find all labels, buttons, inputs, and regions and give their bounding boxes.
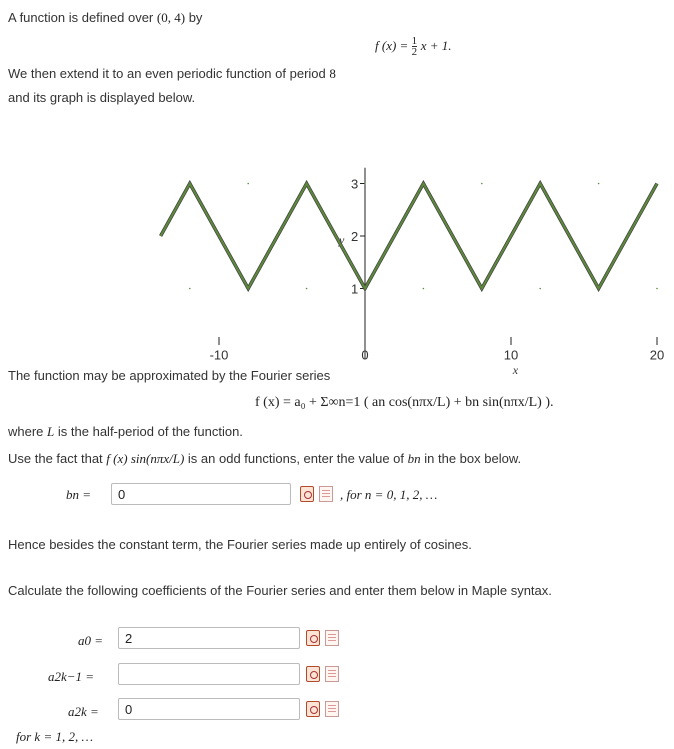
frac-den: 2 bbox=[411, 46, 418, 58]
data-point bbox=[189, 288, 191, 290]
series-line bbox=[161, 183, 658, 290]
data-point bbox=[656, 288, 658, 290]
fx-lhs: f (x) = bbox=[375, 37, 412, 53]
document-icon[interactable] bbox=[325, 701, 339, 717]
preview-icon[interactable] bbox=[306, 666, 320, 682]
preview-icon[interactable] bbox=[306, 630, 320, 646]
data-point bbox=[539, 288, 541, 290]
fourier-formula: f (x) = a₀ + Σ∞n=1 ( an cos(nπx/L) + bn sin(nπx/L) ). bbox=[255, 395, 554, 410]
series-outline bbox=[161, 184, 657, 289]
a2k-minus-1-label: a2k−1 = bbox=[48, 669, 95, 684]
bn-range: , for n = 0, 1, 2, … bbox=[340, 487, 438, 502]
preview-icon[interactable] bbox=[306, 701, 320, 717]
calculate-text: Calculate the following coefficients of the Fourier series and enter them below in Maple syntax. bbox=[8, 583, 552, 598]
use-expr: f (x) sin(nπx/L) bbox=[106, 451, 185, 466]
extend-line: We then extend it to an even periodic function of period bbox=[8, 66, 326, 81]
data-point bbox=[247, 183, 249, 185]
interval: (0, 4) bbox=[156, 10, 186, 25]
a2k-label: a2k = bbox=[68, 704, 99, 719]
period: 8 bbox=[329, 66, 336, 81]
where-L: L bbox=[47, 424, 55, 439]
y-axis-label: y bbox=[339, 232, 345, 247]
use-fact-text bbox=[8, 451, 521, 467]
document-icon[interactable] bbox=[325, 630, 339, 646]
use-suffix: is an odd functions, enter the value of bbox=[187, 451, 405, 466]
extend-line2: and its graph is displayed below. bbox=[8, 90, 196, 105]
a0-label: a0 = bbox=[78, 633, 104, 648]
extend-text bbox=[8, 66, 336, 82]
hence-text: Hence besides the constant term, the Fourier series made up entirely of cosines. bbox=[8, 537, 472, 552]
data-point bbox=[598, 183, 600, 185]
where-suffix: is the half-period of the function. bbox=[57, 424, 243, 439]
bn-label: bn = bbox=[66, 487, 92, 502]
a2k-input[interactable] bbox=[118, 698, 300, 720]
a0-input[interactable] bbox=[118, 627, 300, 649]
x-tick-label: 20 bbox=[649, 347, 665, 363]
x-tick-label: 0 bbox=[361, 347, 369, 363]
intro-text bbox=[8, 10, 202, 26]
document-icon[interactable] bbox=[319, 486, 333, 502]
data-point bbox=[481, 183, 483, 185]
use-bn: bn bbox=[407, 451, 421, 466]
x-tick-label: 10 bbox=[503, 347, 519, 363]
intro-by: by bbox=[188, 10, 203, 25]
x-axis-label: x bbox=[512, 362, 519, 377]
preview-icon[interactable] bbox=[300, 486, 314, 502]
y-tick-label: 2 bbox=[351, 229, 359, 244]
a2k-minus-1-input[interactable] bbox=[118, 663, 300, 685]
data-point bbox=[364, 183, 366, 185]
x-tick-label: -10 bbox=[209, 347, 229, 363]
function-definition bbox=[375, 36, 451, 57]
document-icon[interactable] bbox=[325, 666, 339, 682]
intro-line: A function is defined over bbox=[8, 10, 154, 25]
where-text bbox=[8, 424, 243, 440]
data-point bbox=[306, 288, 308, 290]
fx-rhs: x + 1. bbox=[420, 37, 452, 53]
series-line-path bbox=[161, 184, 657, 289]
frac-num: 1 bbox=[411, 35, 418, 47]
fourier-intro: The function may be approximated by the Fourier series bbox=[8, 368, 331, 383]
use-prefix: Use the fact that bbox=[8, 451, 103, 466]
data-point bbox=[423, 288, 425, 290]
axes bbox=[210, 168, 665, 377]
y-tick-label: 1 bbox=[351, 281, 359, 297]
bn-input[interactable] bbox=[111, 483, 291, 505]
use-end: in the box below. bbox=[424, 451, 522, 466]
k-range: for k = 1, 2, … bbox=[16, 729, 94, 744]
where-prefix: where bbox=[8, 424, 44, 439]
fraction bbox=[412, 36, 418, 57]
y-tick-label: 3 bbox=[351, 176, 359, 192]
